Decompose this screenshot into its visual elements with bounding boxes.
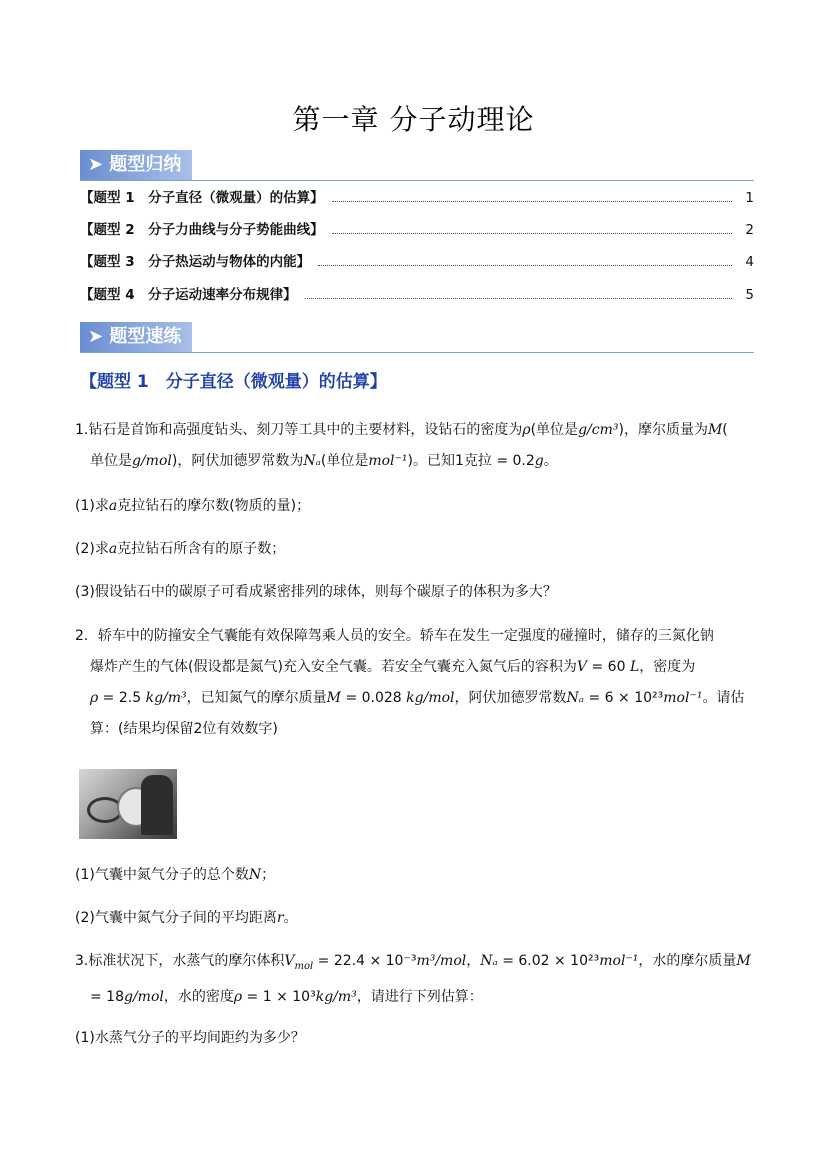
toc-item-3[interactable] <box>80 250 754 270</box>
math: Nₐ <box>303 453 321 469</box>
q2-part-2 <box>75 903 755 934</box>
math: N <box>248 867 262 883</box>
text: 。 <box>283 910 298 926</box>
toc-item-2[interactable] <box>80 218 754 238</box>
question-1 <box>75 415 755 477</box>
text: ，已知氮气的摩尔质量 <box>186 690 327 706</box>
person-shape <box>141 775 173 835</box>
q2-line-4: 算：(结果均保留2位有效数字) <box>90 721 278 737</box>
text: (1)气囊中氮气分子的总个数 <box>75 867 249 883</box>
q1-part-2 <box>75 534 755 565</box>
q2-part-1 <box>75 860 755 891</box>
math: a <box>108 498 118 514</box>
text: ，水的密度 <box>163 988 234 1005</box>
math: V <box>284 953 295 969</box>
text: 3.标准状况下，水蒸气的摩尔体积 <box>75 953 285 969</box>
q3-line-2 <box>75 982 755 1013</box>
math: Nₐ <box>480 953 498 969</box>
math: kg/m³ <box>145 690 187 706</box>
text: ， <box>466 953 481 969</box>
text: = 1 × 10³ <box>242 988 316 1005</box>
text: 单位是 <box>90 453 132 469</box>
math: a <box>108 541 118 557</box>
text: 。 <box>543 453 558 469</box>
banner-label: ➤ 题型速练 <box>80 322 192 352</box>
question-3 <box>75 946 755 1013</box>
math: ρ <box>90 690 99 706</box>
text: )。已知1克拉 = 0.2 <box>407 453 535 469</box>
toc-page-number: 4 <box>745 254 754 270</box>
text: = 0.028 <box>341 690 407 706</box>
text: ，水的摩尔质量 <box>638 953 737 969</box>
text: 1.钻石是首饰和高强度钻头、刻刀等工具中的主要材料，设钻石的密度为 <box>75 422 523 438</box>
math: M <box>736 953 751 969</box>
toc-page-number: 1 <box>745 190 754 206</box>
math-subscript: mol <box>294 960 314 972</box>
math: g/mol <box>124 988 164 1005</box>
question-2 <box>75 621 755 745</box>
text: (2)求 <box>75 541 109 557</box>
text: 。请估 <box>702 690 745 706</box>
page-title: 第一章 分子动理论 <box>292 103 535 136</box>
text: (单位是 <box>320 453 369 469</box>
text: = 22.4 × 10⁻³ <box>313 953 417 969</box>
toc-label: 【题型 4 分子运动速率分布规律】 <box>80 287 297 303</box>
text: 爆炸产生的气体(假设都是氮气)充入安全气囊。若安全气囊充入氮气后的容积为 <box>90 659 577 675</box>
text: 克拉钻石的摩尔数(物质的量)； <box>117 498 311 514</box>
math: mol⁻¹ <box>368 453 408 469</box>
toc-leader <box>318 264 732 266</box>
q2-line-1: 2．轿车中的防撞安全气囊能有效保障驾乘人员的安全。轿车在发生一定强度的碰撞时，储存的三氮化钠 <box>75 628 714 644</box>
section-banner-practice <box>80 322 754 353</box>
math: kg/m³ <box>315 988 357 1005</box>
text: = 6 × 10²³ <box>584 690 664 706</box>
q2-line-2 <box>75 652 755 683</box>
airbag-photo <box>79 769 177 839</box>
text: ( <box>722 422 728 438</box>
text: = 18 <box>90 988 124 1005</box>
toc-label: 【题型 1 分子直径（微观量）的估算】 <box>80 190 324 206</box>
toc-leader <box>332 232 732 234</box>
math: V <box>576 659 588 675</box>
text: (3)假设钻石中的碳原子可看成紧密排列的球体，则每个碳原子的体积为多大？ <box>75 584 557 600</box>
section-banner-summary <box>80 150 754 181</box>
math: M <box>707 422 723 438</box>
text: (1)求 <box>75 498 109 514</box>
math: kg/mol <box>406 690 455 706</box>
math: ρ <box>522 422 531 438</box>
text: )，阿伏加德罗常数为 <box>171 453 304 469</box>
text: )，摩尔质量为 <box>618 422 708 438</box>
math: L <box>629 659 640 675</box>
q2-line-3 <box>75 683 755 714</box>
toc-item-4[interactable] <box>80 283 754 303</box>
math: g <box>534 453 544 469</box>
toc-label: 【题型 3 分子热运动与物体的内能】 <box>80 254 311 270</box>
math: g/mol <box>132 453 172 469</box>
toc-leader <box>305 297 732 299</box>
text: ，阿伏加德罗常数 <box>454 690 567 706</box>
toc-label: 【题型 2 分子力曲线与分子势能曲线】 <box>80 222 324 238</box>
math: M <box>326 690 341 706</box>
text: (2)气囊中氮气分子间的平均距离 <box>75 910 277 926</box>
text: ，请进行下列估算： <box>356 988 483 1005</box>
toc-page-number: 2 <box>745 222 754 238</box>
text: = 2.5 <box>98 690 146 706</box>
q1-line-2 <box>75 446 755 477</box>
q1-part-1 <box>75 491 755 522</box>
text: = 60 <box>587 659 630 675</box>
math: m³/mol <box>416 953 467 969</box>
toc-leader <box>332 200 732 202</box>
text: (1)水蒸气分子的平均间距约为多少？ <box>75 1030 305 1046</box>
q3-part-1 <box>75 1023 755 1054</box>
text: ； <box>261 867 276 883</box>
section-heading-type1: 【题型 1 分子直径（微观量）的估算】 <box>80 372 387 392</box>
toc-item-1[interactable] <box>80 186 754 206</box>
math: ρ <box>233 988 243 1005</box>
math: g/cm³ <box>578 422 619 438</box>
q3-line-1 <box>75 946 755 982</box>
math: mol⁻¹ <box>663 690 703 706</box>
banner-label: ➤ 题型归纳 <box>80 150 192 180</box>
text: = 6.02 × 10²³ <box>497 953 600 969</box>
toc-page-number: 5 <box>745 287 754 303</box>
text: ，密度为 <box>639 659 696 675</box>
text: (单位是 <box>530 422 579 438</box>
text: 克拉钻石所含有的原子数； <box>117 541 286 557</box>
q1-line-1 <box>75 415 755 446</box>
math: mol⁻¹ <box>599 953 639 969</box>
math: r <box>276 910 284 926</box>
q1-part-3 <box>75 577 755 608</box>
math: Nₐ <box>566 690 585 706</box>
